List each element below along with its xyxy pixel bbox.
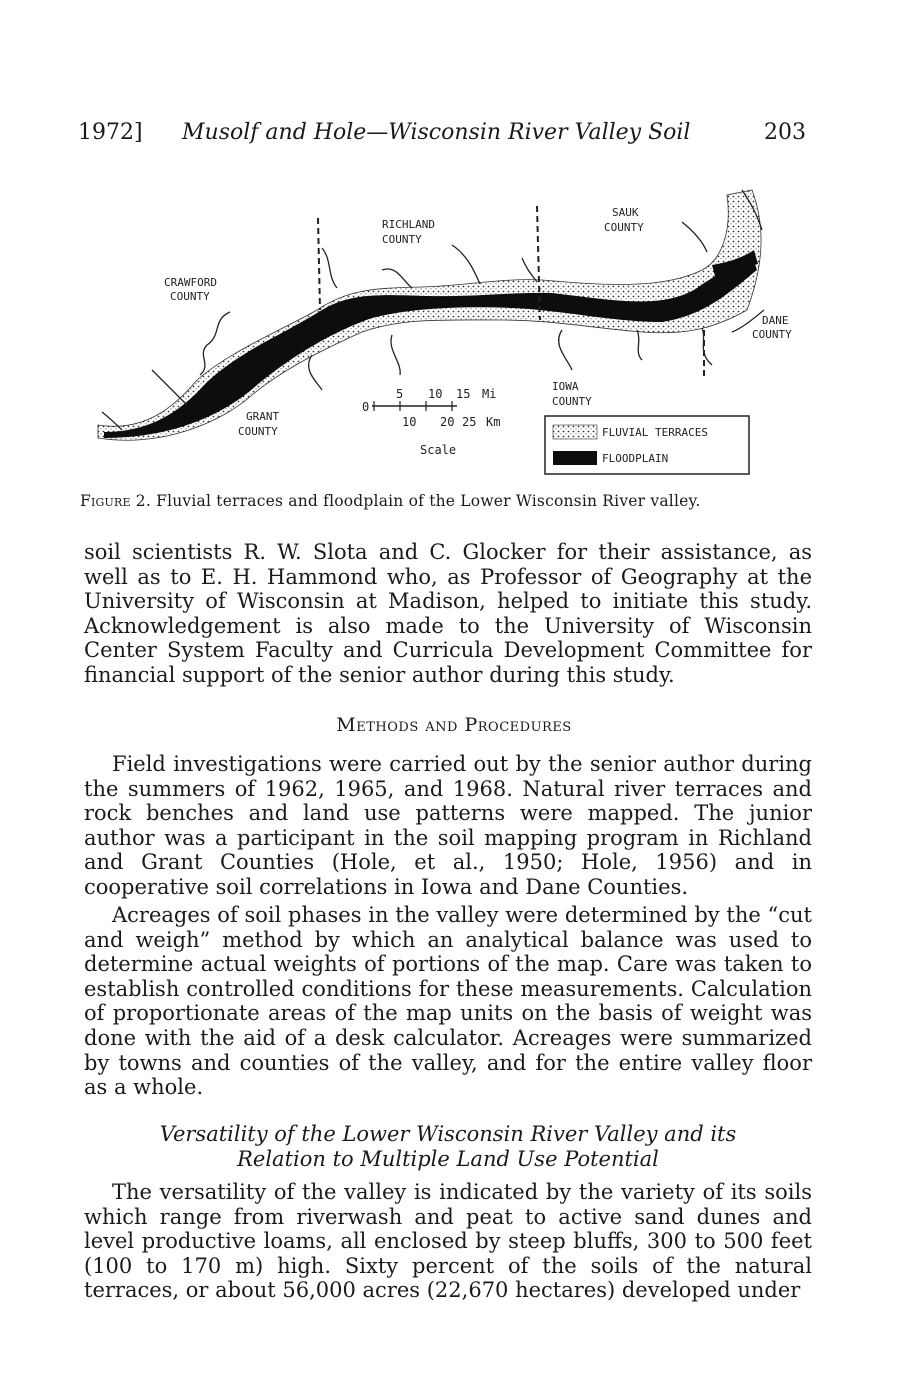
header-year: 1972] [78, 120, 143, 145]
label-iowa-2: COUNTY [552, 395, 592, 408]
subsection-title [84, 1122, 812, 1172]
paragraph-text: soil scientists R. W. Slota and C. Glocker for their assistance, as well as to E. H. Hammond who, as Professor of Geography at the University of Wisconsin at Madison, helped to initiate this study. Acknowledgement is also made to the University of Wisconsin Center System Faculty and Curricula Development Committee for financial support of the senior author during this study. [84, 540, 812, 687]
scale-km-unit: Km [486, 415, 501, 429]
figure-caption-text: Fluvial terraces and floodplain of the Lower Wisconsin River valley. [151, 492, 701, 510]
figure-label: Figure 2. [80, 492, 151, 510]
label-dane-2: COUNTY [752, 328, 792, 341]
label-sauk-2: COUNTY [604, 221, 644, 234]
scale-mi-15: 15 [456, 387, 471, 401]
label-dane-1: DANE [762, 314, 789, 327]
scale-zero: 0 [362, 400, 370, 414]
paragraph-field-investigations [84, 752, 812, 900]
page-number: 203 [764, 120, 806, 145]
paragraph-text: Field investigations were carried out by the senior author during the summers of 1962, 1965, and 1968. Natural river terraces and rock benches and land use patterns were mapped. The junior author was a participant in the soil mapping program in Richland and Grant Counties (Hole, et al., 1950; Hole, 1956) and in cooperative soil correlations in Iowa and Dane Counties. [84, 752, 812, 899]
scale-mi-10: 10 [428, 387, 443, 401]
legend-terraces-label: FLUVIAL TERRACES [602, 426, 708, 439]
label-iowa-1: IOWA [552, 380, 579, 393]
scale-mi-unit: Mi [482, 387, 497, 401]
running-title: Musolf and Hole—Wisconsin River Valley Soil [182, 120, 691, 145]
scale-mi-5: 5 [396, 387, 404, 401]
paragraph-acreages [84, 903, 812, 1100]
label-richland-1: RICHLAND [382, 218, 435, 231]
figure-caption [80, 492, 820, 510]
subsection-title-line-2: Relation to Multiple Land Use Potential [237, 1147, 659, 1171]
legend-floodplain-label: FLOODPLAIN [602, 452, 669, 465]
map-legend [545, 416, 749, 474]
river-valley-map [82, 170, 808, 482]
scale-title: Scale [420, 443, 457, 457]
scale-km-20: 20 [440, 415, 455, 429]
paragraph-versatility [84, 1180, 812, 1303]
label-crawford-1: CRAWFORD [164, 276, 217, 289]
label-grant-2: COUNTY [238, 425, 278, 438]
scale-km-10: 10 [402, 415, 417, 429]
paragraph-acknowledgement [84, 540, 812, 688]
paragraph-text: The versatility of the valley is indicated by the variety of its soils which range from riverwash and peat to active sand dunes and level productive loams, all enclosed by steep bluffs, 300 to 500 feet (100 to 170 m) high. Sixty percent of the soils of the natural terraces, or about 56,000 acres (22,670 hectares) developed under [84, 1180, 812, 1303]
section-title: Methods and Procedures [336, 714, 572, 736]
paragraph-text: Acreages of soil phases in the valley were determined by the “cut and weigh” method by which an analytical balance was used to determine actual weights of portions of the map. Care was taken to establish controlled conditions for these measurements. Calculation of proportionate areas of the map units on the basis of weight was done with the aid of a desk calculator. Acreages were summarized by towns and counties of the valley, and for the entire valley floor as a whole. [84, 903, 812, 1100]
figure-2-map [82, 170, 808, 482]
legend-terrace-swatch [553, 425, 597, 439]
label-grant-1: GRANT [246, 410, 280, 423]
legend-floodplain-swatch [553, 451, 597, 465]
label-crawford-2: COUNTY [170, 290, 210, 303]
subsection-title-line-1: Versatility of the Lower Wisconsin River Valley and its [159, 1122, 737, 1146]
scale-km-25: 25 [462, 415, 477, 429]
label-richland-2: COUNTY [382, 233, 422, 246]
map-scale [362, 387, 500, 457]
label-sauk-1: SAUK [612, 206, 639, 219]
running-header [78, 118, 806, 150]
